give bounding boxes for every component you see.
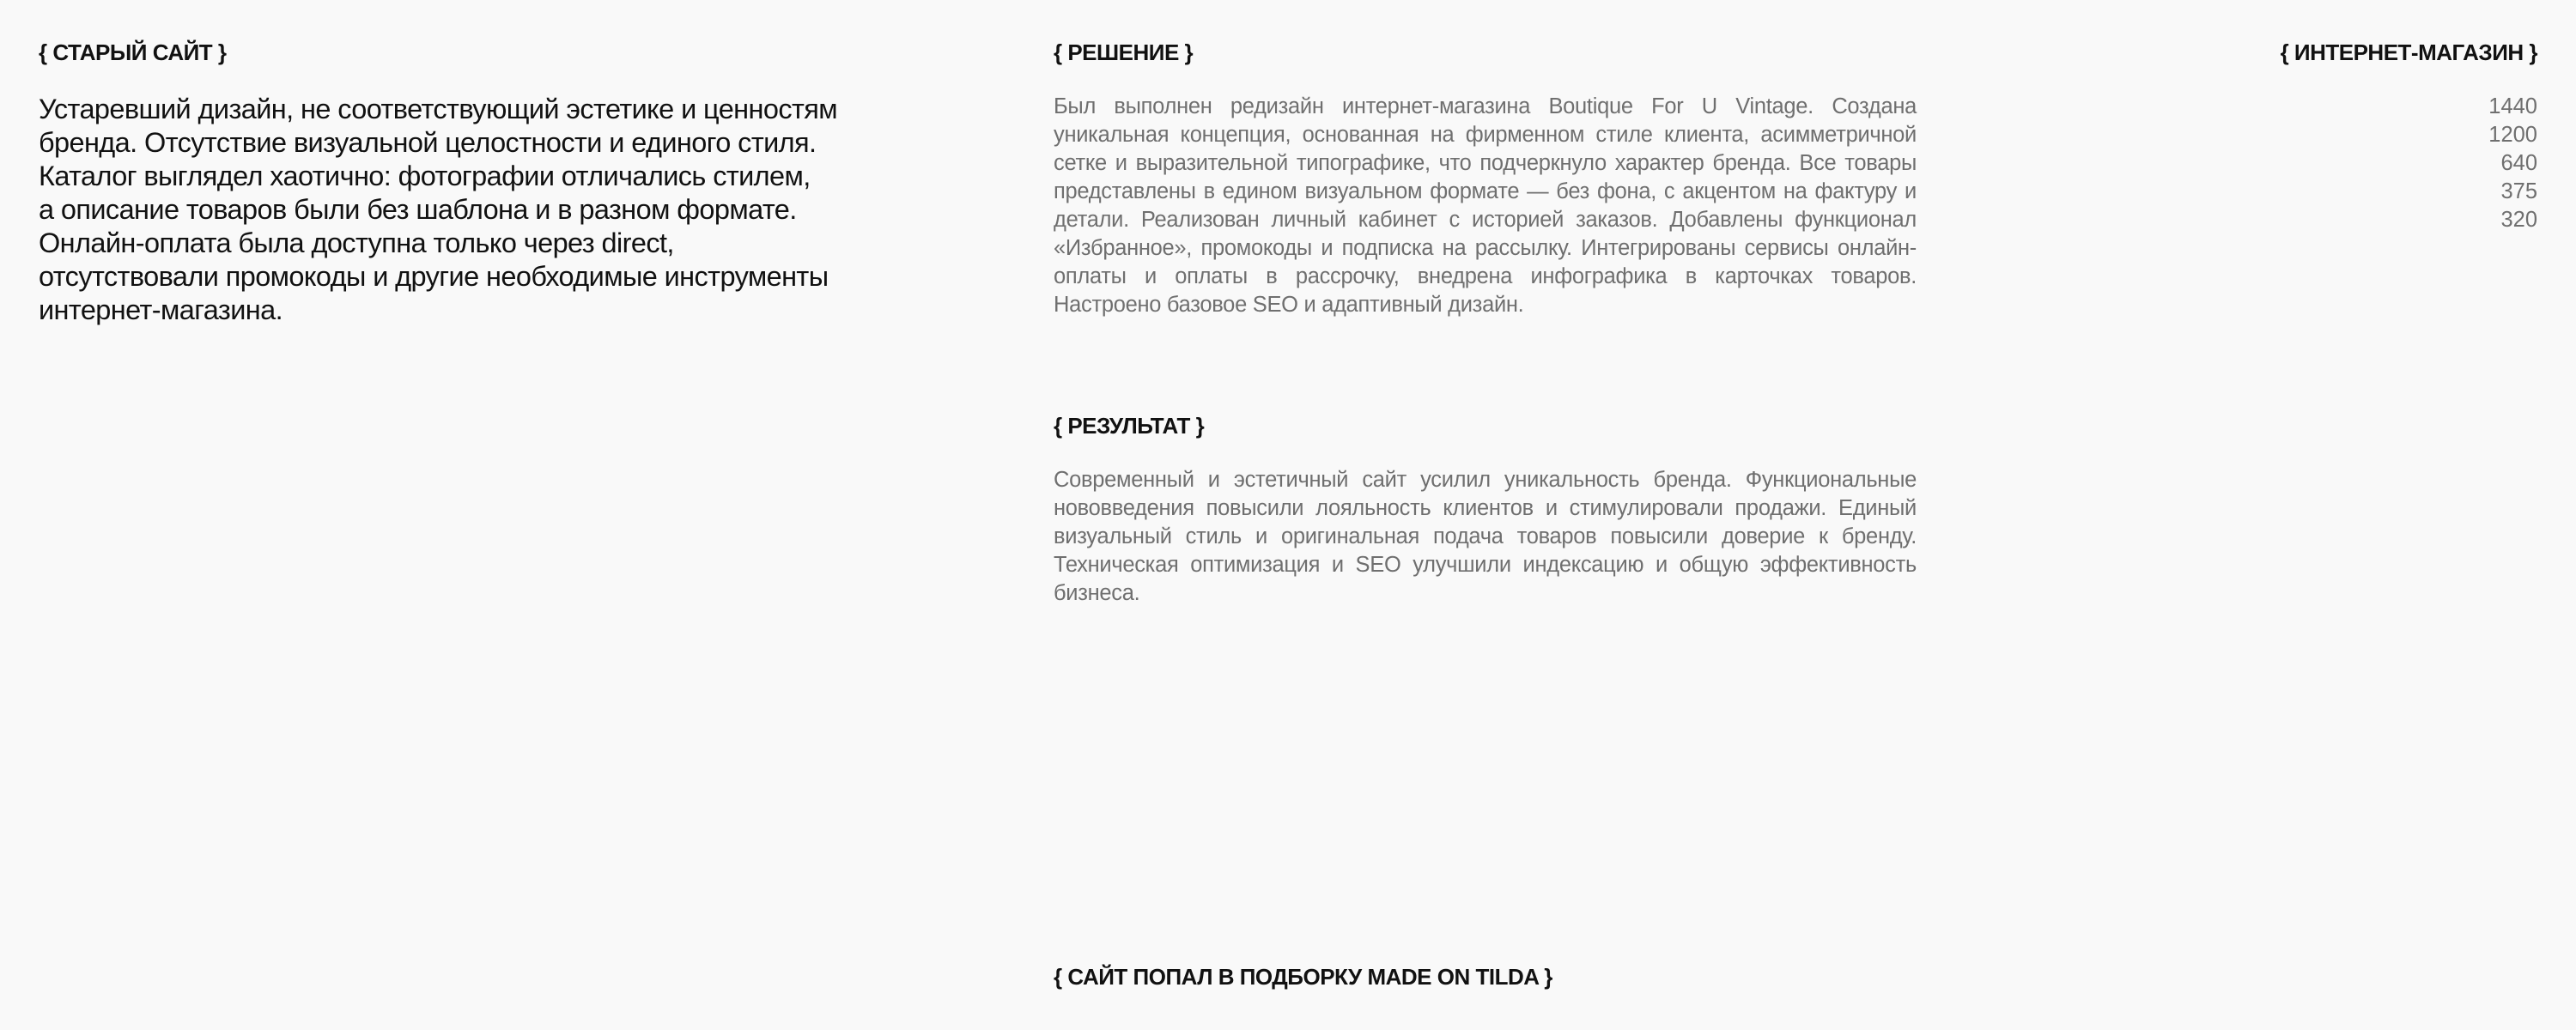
breakpoint-item: 1200 [2488, 123, 2537, 147]
old-site-line: Устаревший дизайн, не соответствующий эстетике и ценностям [39, 94, 838, 124]
old-site-line: Каталог выглядел хаотично: фотографии отличались стилем, [39, 161, 811, 191]
breakpoint-item: 320 [2500, 208, 2537, 232]
result-heading: { РЕЗУЛЬТАТ } [1054, 413, 1205, 439]
old-site-description [39, 93, 906, 327]
old-site-line: Онлайн-оплата была доступна только через direct, [39, 227, 674, 258]
tilda-heading: { САЙТ ПОПАЛ В ПОДБОРКУ MADE ON TILDA } [1054, 964, 1552, 990]
old-site-line: отсутствовали промокоды и другие необходимые инструменты [39, 261, 829, 292]
breakpoint-item: 1440 [2488, 94, 2537, 118]
breakpoint-item: 640 [2500, 151, 2537, 175]
old-site-line: интернет-магазина. [39, 294, 283, 325]
old-site-line: а описание товаров были без шаблона и в разном формате. [39, 194, 797, 225]
old-site-heading: { СТАРЫЙ САЙТ } [39, 39, 227, 65]
breakpoint-item: 375 [2500, 179, 2537, 203]
solution-description: Был выполнен редизайн интернет-магазина Boutique For U Vintage. Создана уникальная концепция, основанная на фирменном стиле клиента, асимметричной сетке и выразительной типографике, что подчеркнуло характер бренда. Все товары представлены в едином визуальном формате — без фона, с акцентом на фактуру и детали. Реализован личный кабинет с историей заказов. Добавлены функционал «Избранное», промокоды и подписка на рассылку. Интегрированы сервисы онлайн-оплаты и оплаты в рассрочку, внедрена инфографика в карточках товаров. Настроено базовое SEO и адаптивный дизайн. [1054, 94, 1917, 317]
result-description: Современный и эстетичный сайт усилил уникальность бренда. Функциональные нововведения повысили лояльность клиентов и стимулировали продажи. Единый визуальный стиль и оригинальная подача товаров повысили доверие к бренду. Техническая оптимизация и SEO улучшили индексацию и общую эффективность бизнеса. [1054, 468, 1917, 605]
breakpoint-list [2488, 93, 2537, 234]
old-site-line: бренда. Отсутствие визуальной целостности и единого стиля. [39, 127, 817, 158]
solution-heading: { РЕШЕНИЕ } [1054, 39, 1194, 65]
shop-heading: { ИНТЕРНЕТ-МАГАЗИН } [2280, 39, 2537, 65]
